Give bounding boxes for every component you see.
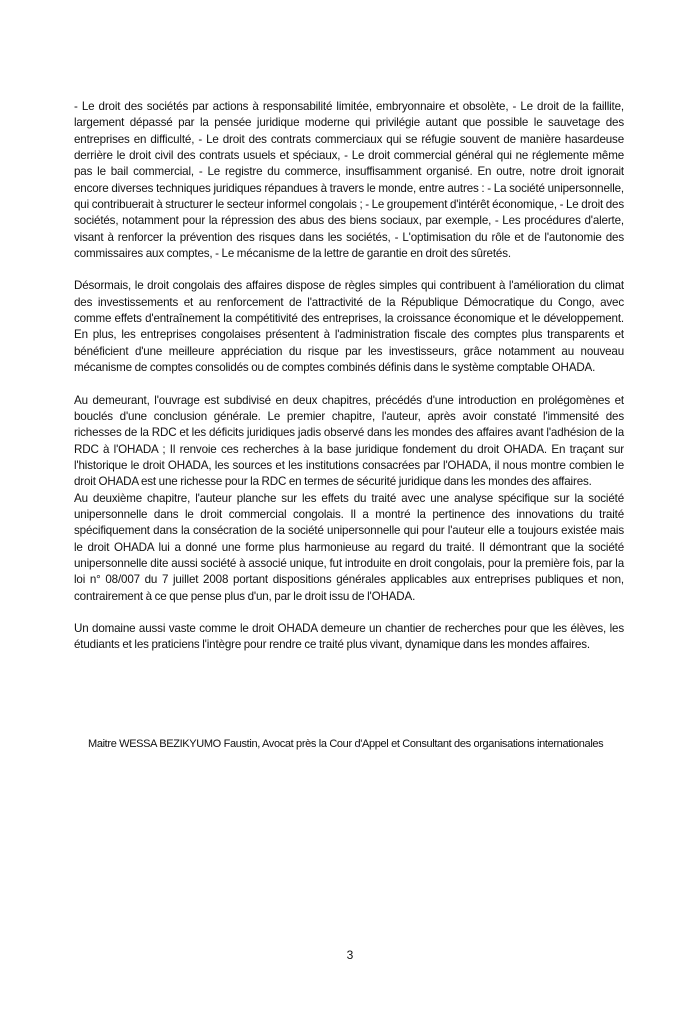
paragraph-chapter-one: Au demeurant, l'ouvrage est subdivisé en deux chapitres, précédés d'une introduction en prolégomènes et bouclés d'une conclusion générale. Le premier chapitre, l'auteur, après avoir constaté l'immensité des richesses de la RDC et les déficits juridiques jadis observé dans les mondes des affaires avant l'adhésion de la RDC à l'OHADA ; Il renvoie ces recherches à la base juridique fondement du droit OHADA. En traçant sur l'historique le droit OHADA, les sources et les institutions consacrées par l'OHADA, il nous montre combien le droit OHADA est une richesse pour la RDC en termes de sécurité juridique dans les mondes des affaires. xyxy=(74,393,624,489)
page-number: 3 xyxy=(346,948,354,962)
paragraph-deficits-list: - Le droit des sociétés par actions à responsabilité limitée, embryonnaire et obsolète, - Le droit de la faillite, largement dépassé par la pensée juridique moderne qui privilégie autant que possible le sauvetage des entreprises en difficulté, - Le droit des contrats commerciaux qui se réfugie souvent de manière hasardeuse derrière le droit civil des contrats usuels et spéciaux, - Le droit commercial général qui ne réglemente même pas le bail commercial, - Le registre du commerce, insuffisamment organisé. En outre, notre droit ignorait encore diverses techniques juridiques répandues à travers le monde, entre autres : - La société unipersonnelle, qui contribuerait à structurer le secteur informel congolais ; - Le groupement d'intérêt économique, - Le droit des sociétés, notamment pour la répression des abus des biens sociaux, par exemple, - Les procédures d'alerte, visant à renforcer la prévention des risques dans les sociétés, - L'optimisation du rôle et de l'autonomie des commissaires aux comptes, - Le mécanisme de la lettre de garantie en droit des sûretés. xyxy=(74,100,624,261)
author-signature: Maitre WESSA BEZIKYUMO Faustin, Avocat près la Cour d'Appel et Consultant des organisations internationales xyxy=(88,738,604,750)
body-text xyxy=(74,99,624,670)
paragraph-desormais: Désormais, le droit congolais des affaires dispose de règles simples qui contribuent à l'amélioration du climat des investissements et au renforcement de l'attractivité de la République Démocratique du Congo, avec comme effets d'entraînement la compétitivité des entreprises, la croissance économique et le développement. En plus, les entreprises congolaises présentent à l'administration fiscale des comptes plus transparents et bénéficient d'une meilleure appréciation du risque par les investisseurs, grâce notamment au nouveau mécanisme de comptes consolidés ou de comptes combinés définis dans le système comptable OHADA. xyxy=(74,279,624,375)
paragraph-conclusion: Un domaine aussi vaste comme le droit OHADA demeure un chantier de recherches pour que les élèves, les étudiants et les praticiens l'intègre pour rendre ce traité plus vivant, dynamique dans les mondes affaires. xyxy=(74,621,624,652)
paragraph-chapter-two: Au deuxième chapitre, l'auteur planche sur les effets du traité avec une analyse spécifique sur la société unipersonnelle dans le droit commercial congolais. Il a montré la pertinence des innovations du traité spécifiquement dans la consécration de la société unipersonnelle qui pour l'auteur elle a toujours existée mais le droit OHADA lui a donné une forme plus harmonieuse au regard du traité. Il démontrant que la société unipersonnelle dite aussi société à associé unique, fut introduite en droit congolais, pour la première fois, par la loi n° 08/007 du 7 juillet 2008 portant dispositions générales applicables aux entreprises publiques et non, contrairement à ce que pense plus d'un, par le droit issu de l'OHADA. xyxy=(74,491,624,603)
